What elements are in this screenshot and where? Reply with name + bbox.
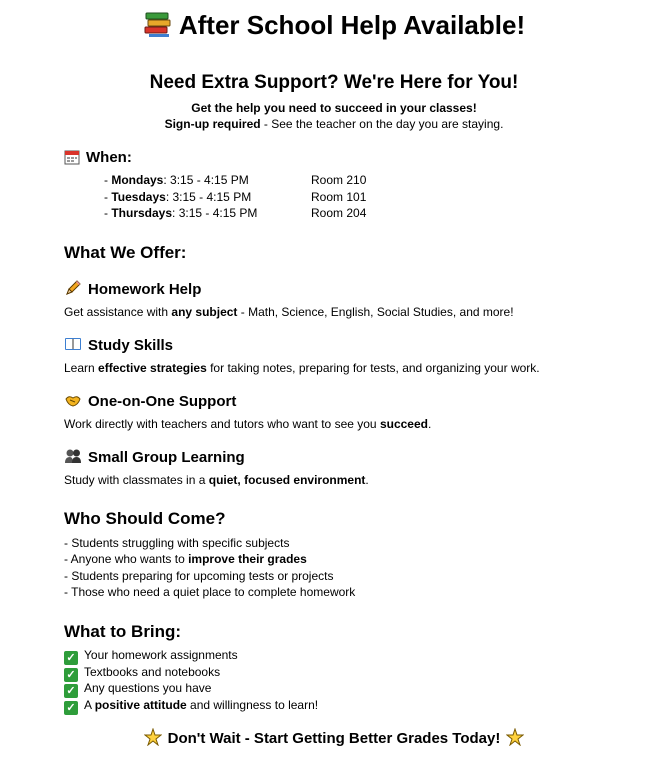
schedule-day: Tuesdays <box>111 190 166 204</box>
intro-line: Get the help you need to succeed in your classes! <box>191 101 477 115</box>
signup-bold: Sign-up required <box>164 117 261 131</box>
check-mark-icon: ✓ <box>64 701 78 715</box>
signup-rest: - See the teacher on the day you are staying. <box>260 117 504 131</box>
sparkle-star-icon <box>144 728 162 746</box>
handshake-icon <box>64 391 82 409</box>
schedule-room: Room 210 <box>311 173 367 187</box>
bring-list-item: ✓ Textbooks and notebooks <box>64 664 220 682</box>
bring-list-item: ✓ Your homework assignments <box>64 647 238 665</box>
who-list-item: - Those who need a quiet place to complete homework <box>64 585 356 599</box>
when-heading-row <box>64 148 132 168</box>
bring-heading: What to Bring: <box>64 622 182 641</box>
check-mark-icon: ✓ <box>64 684 78 698</box>
people-icon <box>64 447 82 465</box>
offer-item-desc: Get assistance with any subject - Math, Science, English, Social Studies, and more! <box>64 305 514 319</box>
offer-item-desc: Study with classmates in a quiet, focused environment. <box>64 473 369 487</box>
who-heading: Who Should Come? <box>64 509 226 528</box>
offer-item-title-row <box>64 447 245 468</box>
bring-list-item: ✓ A positive attitude and willingness to learn! <box>64 697 318 715</box>
page-title-row <box>0 8 668 42</box>
pencil-icon <box>64 279 82 297</box>
offer-item-desc: Learn effective strategies for taking notes, preparing for tests, and organizing your work. <box>64 361 540 375</box>
who-list-item: - Students preparing for upcoming tests or projects <box>64 569 334 583</box>
schedule-row: - Thursdays: 3:15 - 4:15 PM <box>104 206 258 220</box>
page-title: After School Help Available! <box>178 10 526 40</box>
schedule-room: Room 204 <box>311 206 367 220</box>
schedule-room: Room 101 <box>311 190 367 204</box>
offer-item-title: Homework Help <box>88 281 202 298</box>
bring-list-item: ✓ Any questions you have <box>64 680 211 698</box>
open-book-icon <box>64 335 82 353</box>
offer-item-desc: Work directly with teachers and tutors who want to see you succeed. <box>64 417 432 431</box>
offer-item-title-row <box>64 279 201 300</box>
offer-item-title-row <box>64 335 173 356</box>
schedule-day: Mondays <box>111 173 164 187</box>
offer-item-title-row <box>64 391 236 412</box>
offer-item-title: Study Skills <box>88 337 174 354</box>
calendar-icon <box>64 149 80 165</box>
check-mark-icon: ✓ <box>64 668 78 682</box>
footer-banner <box>0 728 668 749</box>
schedule-time: : 3:15 - 4:15 PM <box>163 173 249 187</box>
offer-heading: What We Offer: <box>64 243 187 262</box>
schedule-day: Thursdays <box>111 206 173 220</box>
footer-text: Don't Wait - Start Getting Better Grades Today! <box>167 730 501 747</box>
subtitle: Need Extra Support? We're Here for You! <box>149 72 519 93</box>
schedule-row: - Mondays: 3:15 - 4:15 PM <box>104 173 249 187</box>
schedule-row: - Tuesdays: 3:15 - 4:15 PM <box>104 190 252 204</box>
schedule-time: : 3:15 - 4:15 PM <box>172 206 258 220</box>
offer-item-title: Small Group Learning <box>88 449 245 466</box>
signup-note <box>0 116 668 132</box>
offer-item-title: One-on-One Support <box>88 393 237 410</box>
who-list-item: - Anyone who wants to improve their grades <box>64 552 307 566</box>
when-heading: When: <box>86 149 132 166</box>
schedule-time: : 3:15 - 4:15 PM <box>165 190 252 204</box>
sparkle-star-icon <box>506 728 524 746</box>
books-icon <box>143 10 171 38</box>
check-mark-icon: ✓ <box>64 651 78 665</box>
who-list-item: - Students struggling with specific subjects <box>64 536 290 550</box>
